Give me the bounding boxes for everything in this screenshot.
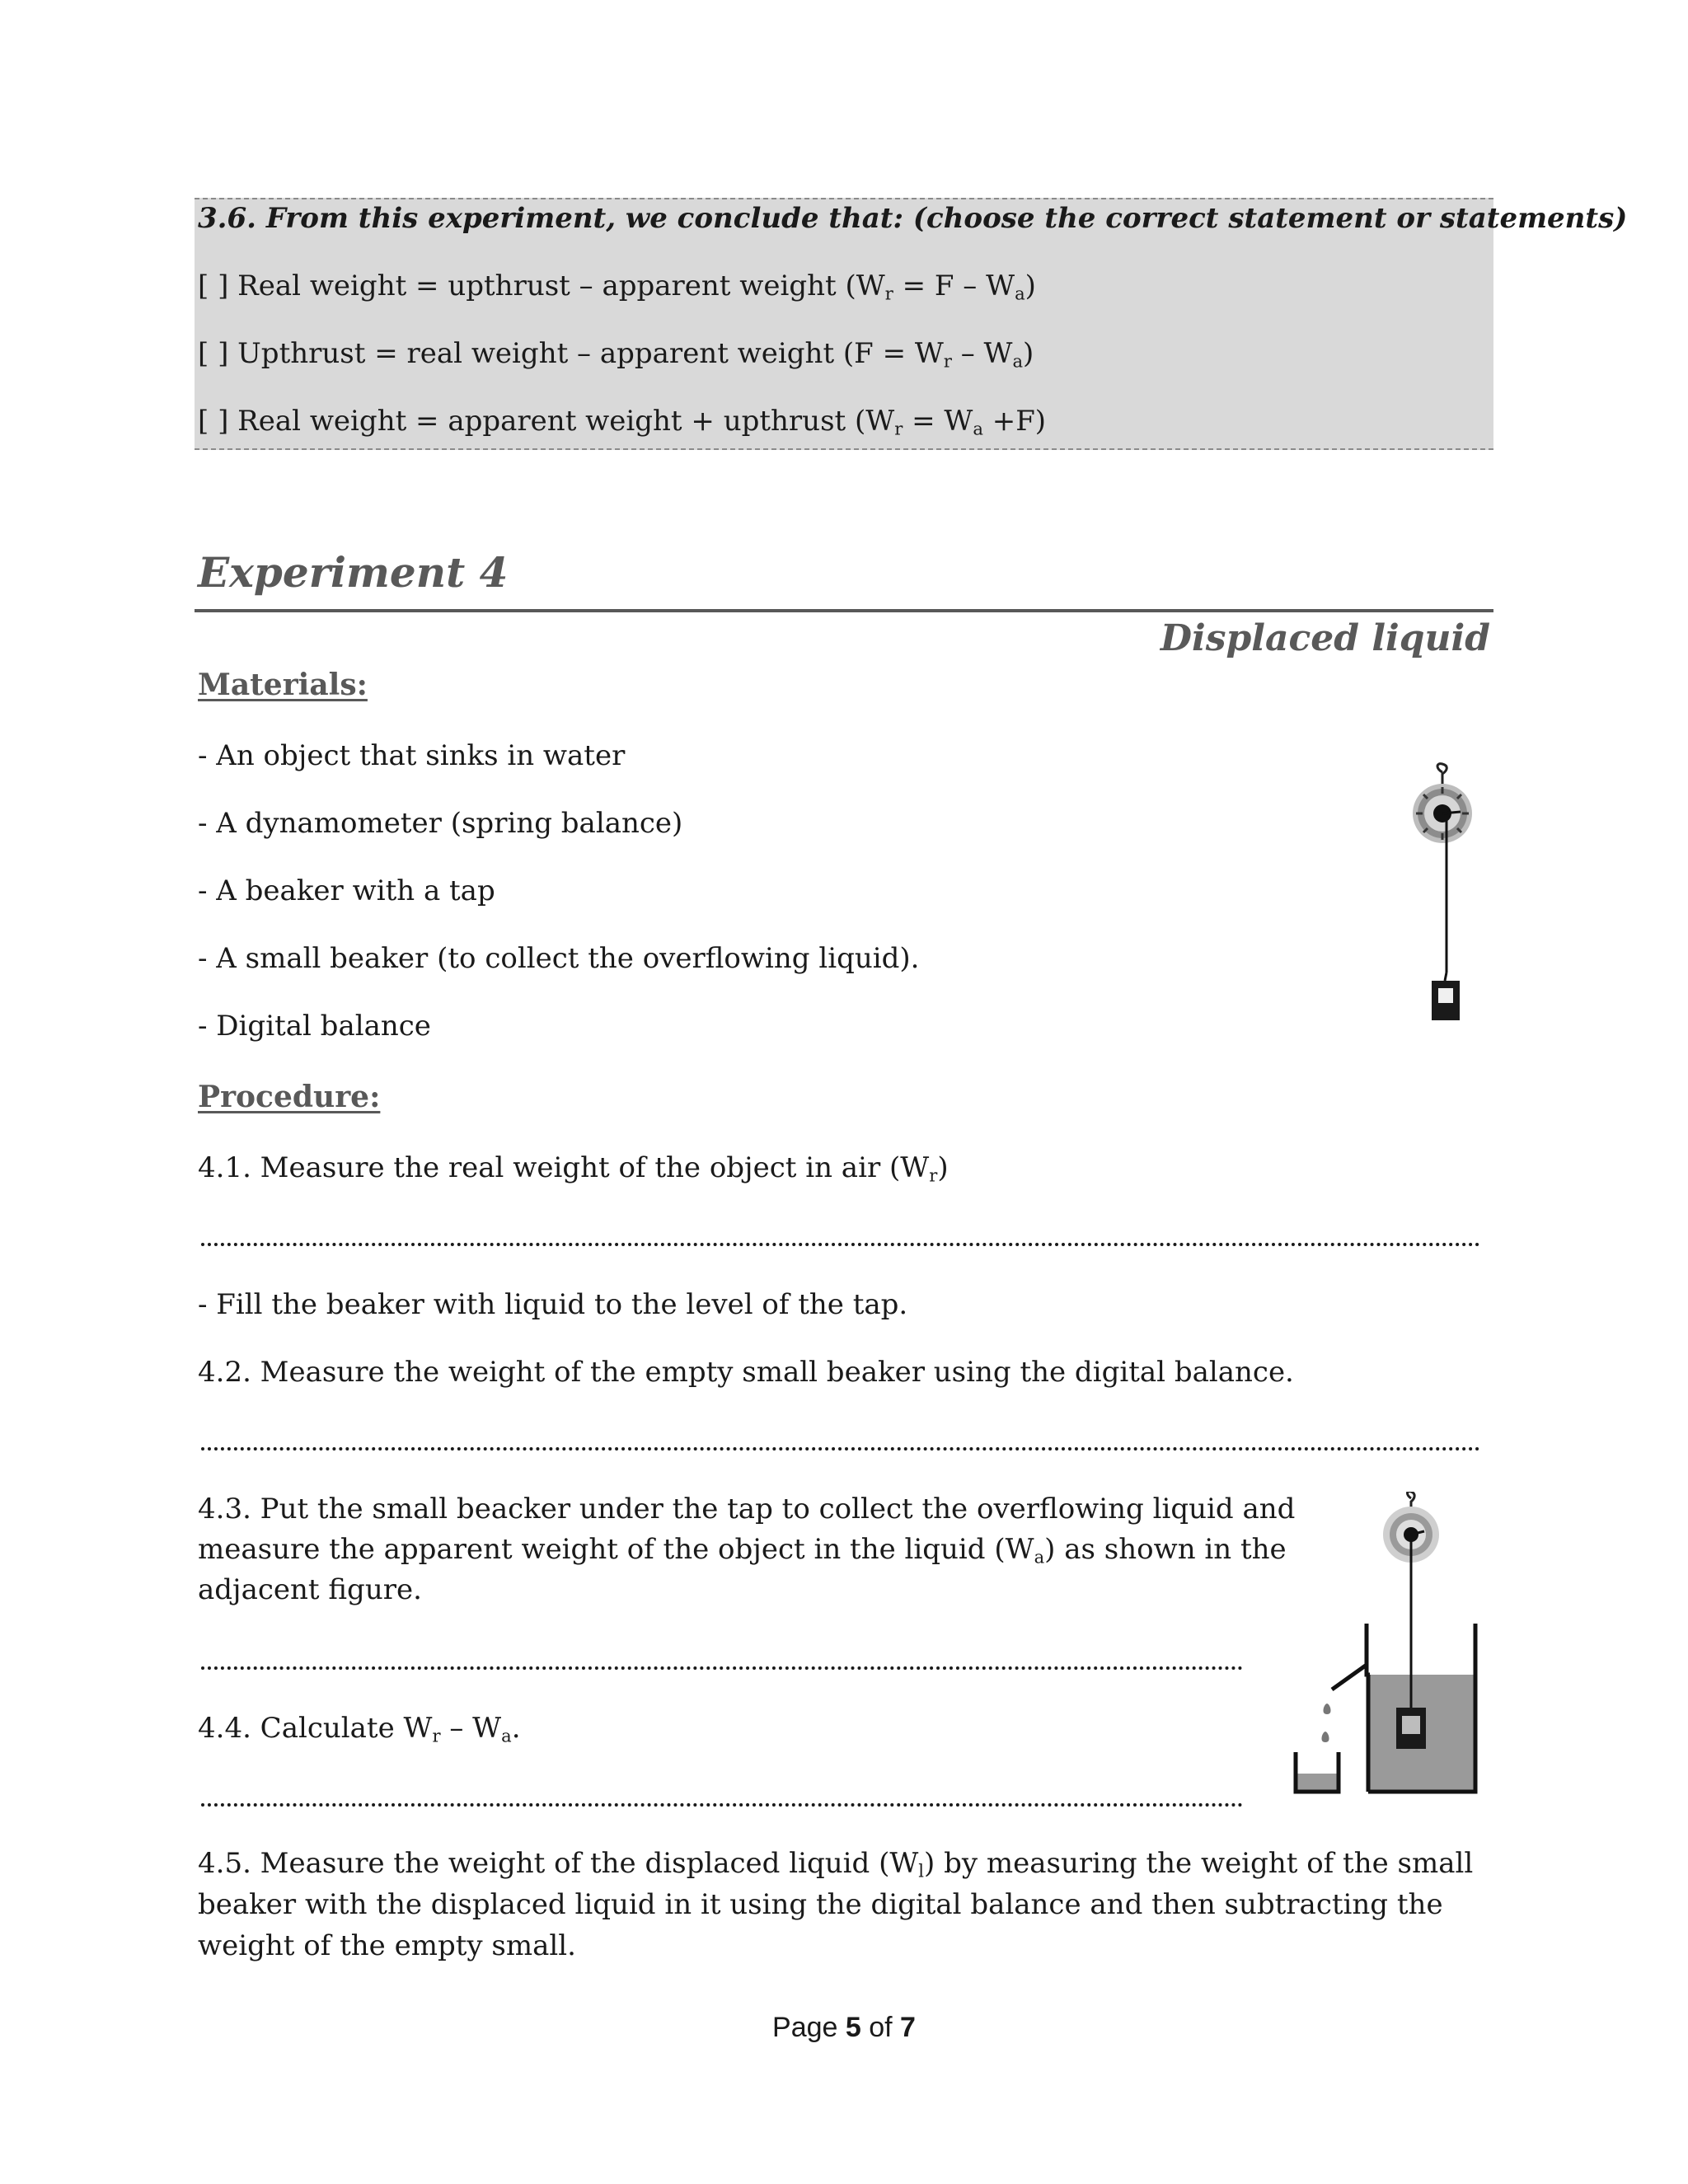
materials-heading: Materials: bbox=[198, 668, 368, 702]
question-title: 3.6. From this experiment, we conclude that: (choose the correct statement or statements) bbox=[198, 202, 1628, 235]
overflow-beaker-illustration bbox=[1286, 1492, 1484, 1805]
step-4-2: 4.2. Measure the weight of the empty small beaker using the digital balance. bbox=[198, 1356, 1294, 1389]
procedure-heading: Procedure: bbox=[198, 1080, 381, 1114]
material-item: - A small beaker (to collect the overflowing liquid). bbox=[198, 942, 920, 975]
material-item: - Digital balance bbox=[198, 1010, 431, 1043]
option-1[interactable]: [ ] Real weight = upthrust – apparent weight $(W_r = F - W_a)$ bbox=[198, 269, 1036, 304]
answer-line[interactable] bbox=[201, 1243, 1480, 1246]
answer-line[interactable] bbox=[201, 1803, 1243, 1807]
material-item: - A dynamometer (spring balance) bbox=[198, 807, 683, 840]
material-item: - An object that sinks in water bbox=[198, 739, 626, 772]
answer-line[interactable] bbox=[201, 1447, 1480, 1451]
step-4-5: 4.5. Measure the weight of the displaced liquid $(W_l)$ by measuring the weight of the small beaker with the displaced liquid in it using the digital balance and then subtracting the weight of the empty small. bbox=[198, 1847, 1474, 1962]
answer-line[interactable] bbox=[201, 1666, 1243, 1670]
experiment-title: Experiment 4 bbox=[198, 548, 509, 597]
page-number: Page 5 of 7 bbox=[772, 2012, 916, 2043]
option-2[interactable]: [ ] Upthrust = real weight – apparent weight $(F = W_r - W_a)$ bbox=[198, 337, 1034, 372]
step-4-3-line3: adjacent figure. bbox=[198, 1573, 422, 1606]
step-4-1: 4.1. Measure the real weight of the object in air $(W_r)$ bbox=[198, 1151, 949, 1186]
experiment-subtitle: Displaced liquid bbox=[1160, 617, 1490, 659]
step-4-3-line1: 4.3. Put the small beacker under the tap to collect the overflowing liquid and bbox=[198, 1493, 1296, 1526]
checkbox[interactable]: [ ] bbox=[198, 405, 229, 438]
step-4-4: 4.4. Calculate $W_r - W_a$. bbox=[198, 1712, 521, 1746]
title-divider bbox=[195, 609, 1493, 612]
fill-note: - Fill the beaker with liquid to the level of the tap. bbox=[198, 1288, 908, 1321]
material-item: - A beaker with a tap bbox=[198, 874, 495, 907]
checkbox[interactable]: [ ] bbox=[198, 337, 229, 370]
option-3[interactable]: [ ] Real weight = apparent weight + upthrust $(W_r = W_a +F)$ bbox=[198, 405, 1047, 439]
checkbox[interactable]: [ ] bbox=[198, 269, 229, 302]
spring-balance-illustration bbox=[1401, 762, 1484, 1030]
step-4-3-line2: measure the apparent weight of the object in the liquid $(W_a)$ as shown in the bbox=[198, 1533, 1287, 1568]
